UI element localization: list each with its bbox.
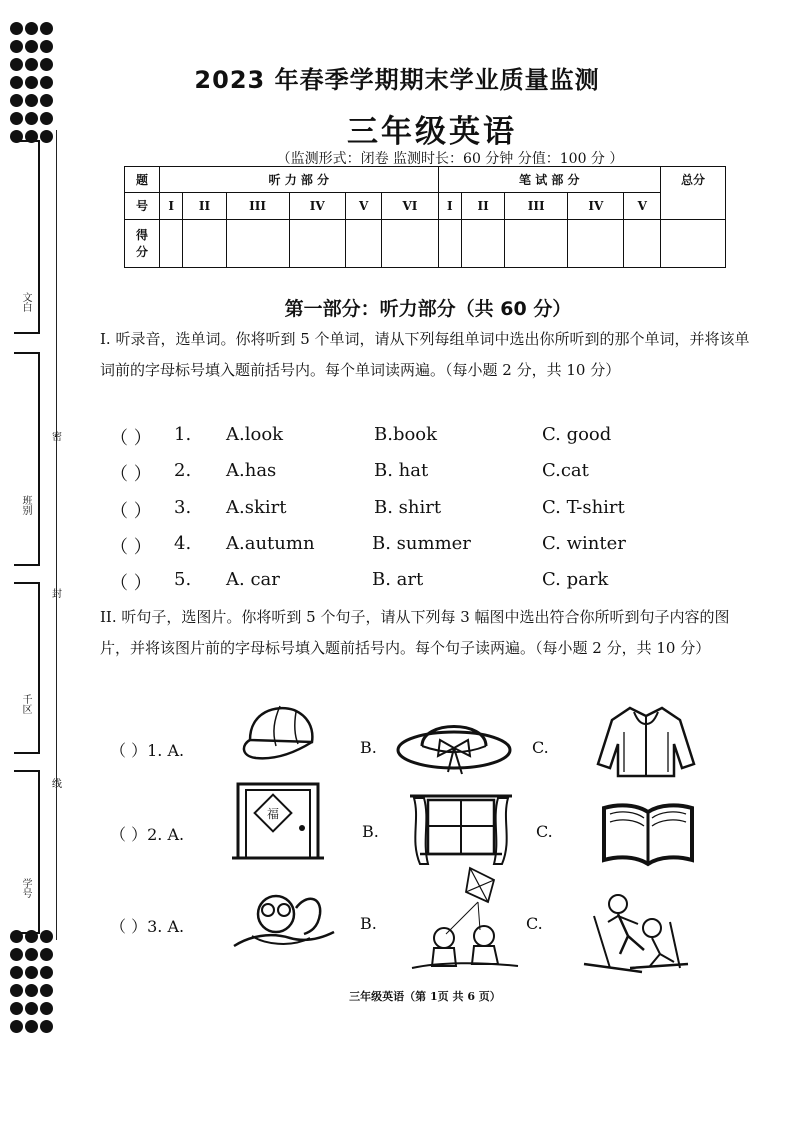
binding-dot [25,22,38,35]
binding-dot [25,40,38,53]
question-number: 2. [174,460,192,481]
question-row [110,497,750,527]
listening-header: 听 力 部 分 [160,167,439,193]
binding-dot [40,40,53,53]
option-c: C. T-shirt [542,497,625,518]
option-a: A. car [226,569,280,590]
option-c: C. park [542,569,609,590]
question-row [110,569,750,599]
col-header: III [226,193,289,219]
svg-text:福: 福 [266,807,280,821]
score-cell[interactable] [226,219,289,268]
kite-children-icon [410,862,520,974]
part2-instruction: II. 听句子，选图片。你将听到 5 个句子，请从下列每 3 幅图中选出符合你所听到句子内容的图片，并将该图片前的字母标号填入题前括号内。每个句子读两遍。（每小题 2 分，共 10 分） [100,608,730,657]
exam-title: 2023 年春季学期期末学业质量监测 [194,66,600,94]
binding-dot [10,1020,23,1033]
binding-dot [10,930,23,943]
question-number: 4. [174,533,192,554]
question-row [110,424,750,454]
jacket-icon [594,702,698,780]
col-header: II [461,193,504,219]
question-label[interactable]: （ ）1. A. [110,741,185,760]
answer-bracket[interactable]: （ ） [110,428,152,449]
col-header: I [160,193,183,219]
cap-icon [236,700,326,766]
question-row [110,533,750,563]
total-score-cell[interactable] [661,219,726,268]
option-c: C. [536,822,553,841]
col-header: VI [382,193,438,219]
swimmer-icon [230,888,340,958]
answer-bracket[interactable]: （ ） [110,573,152,594]
binding-box-2 [14,352,40,566]
option-b: B. hat [374,460,429,481]
option-b: B. art [372,569,424,590]
sun-hat-icon [394,714,514,778]
binding-line [56,130,57,940]
skier-icon [580,892,692,974]
col-header: V [345,193,381,219]
binding-dot [25,948,38,961]
binding-dot [40,966,53,979]
option-a: A.skirt [226,497,287,518]
option-b: B. shirt [374,497,442,518]
table-row-label: 题 [125,167,160,193]
binding-box-3 [14,582,40,754]
binding-dot [40,930,53,943]
total-header: 总分 [661,167,726,220]
score-cell[interactable] [568,219,624,268]
question-number: 3. [174,497,192,518]
binding-dot [40,948,53,961]
window-icon [406,790,516,870]
question-number: 5. [174,569,192,590]
score-table [124,166,726,268]
binding-label: 班别 [20,495,31,515]
door-icon [230,780,326,862]
binding-label: 千区 [20,694,31,714]
binding-dot [10,948,23,961]
option-c: C. good [542,424,612,445]
score-cell[interactable] [183,219,226,268]
binding-dot [25,1020,38,1033]
answer-bracket[interactable]: （ ） [110,501,152,522]
binding-mark: 线 [52,779,62,790]
score-cell[interactable] [505,219,568,268]
binding-dot [25,930,38,943]
subject-title: 三年级英语 [347,114,517,150]
table-row-label: 号 [125,193,160,219]
option-b: B. [362,822,379,841]
score-cell[interactable] [382,219,438,268]
part1-instruction: I. 听录音，选单词。你将听到 5 个单词，请从下列每组单词中选出你所听到的那个单词，并将该单词前的字母标号填入题前括号内。每个单词读两遍。（每小题 2 分，共 10 分） [100,330,750,379]
option-a: A.has [226,460,277,481]
binding-label: 文白 [20,292,31,312]
col-header: II [183,193,226,219]
option-b: B. [360,738,377,757]
binding-label: 学号 [20,878,31,898]
answer-bracket[interactable]: （ ） [110,464,152,485]
binding-dot [40,22,53,35]
option-c: C.cat [542,460,589,481]
book-icon [600,800,696,870]
binding-dot [10,966,23,979]
table-row-label: 得 分 [125,219,160,268]
option-c: C. [526,914,543,933]
binding-dot [40,1020,53,1033]
section-title: 第一部分：听力部分（共 60 分） [284,298,572,320]
score-cell[interactable] [438,219,461,268]
option-a: A.look [226,424,284,445]
col-header: I [438,193,461,219]
option-c: C. [532,738,549,757]
question-number: 1. [174,424,192,445]
question-label[interactable]: （ ）2. A. [110,825,185,844]
score-cell[interactable] [289,219,345,268]
binding-dot [25,966,38,979]
option-a: A.autumn [226,533,315,554]
option-b: B. summer [372,533,471,554]
writing-header: 笔 试 部 分 [438,167,660,193]
score-cell[interactable] [345,219,381,268]
col-header: V [624,193,661,219]
option-b: B. [360,914,377,933]
binding-box-4 [14,770,40,934]
binding-mark: 封 [52,589,62,600]
answer-bracket[interactable]: （ ） [110,537,152,558]
option-c: C. winter [542,533,626,554]
score-cell[interactable] [160,219,183,268]
option-b: B.book [374,424,438,445]
question-row [110,460,750,490]
binding-mark: 密 [52,432,62,443]
col-header: IV [289,193,345,219]
score-cell[interactable] [624,219,661,268]
question-label[interactable]: （ ）3. A. [110,917,185,936]
binding-dot [10,40,23,53]
exam-info: （监测形式：闭卷 监测时长：60 分钟 分值：100 分 ） [276,151,624,167]
score-cell[interactable] [461,219,504,268]
col-header: III [505,193,568,219]
binding-dot [10,22,23,35]
col-header: IV [568,193,624,219]
page-footer: 三年级英语（第 1页 共 6 页） [349,990,501,1003]
